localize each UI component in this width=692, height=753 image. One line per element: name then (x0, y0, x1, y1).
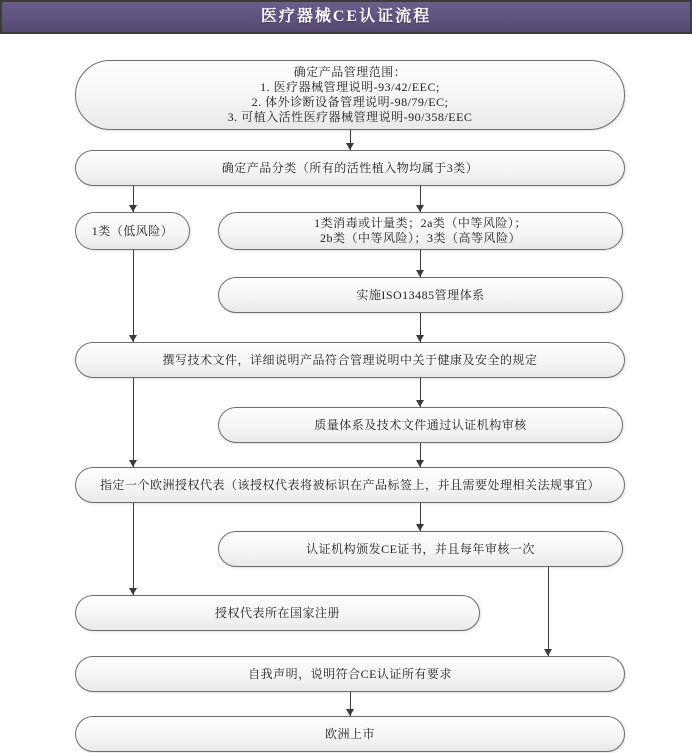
flow-arrow-other-classes-to-iso13485 (420, 250, 421, 277)
arrow-head-icon (416, 335, 424, 342)
node-text-line: 1. 医疗器械管理说明-93/42/EEC; (260, 80, 440, 94)
node-text-line: 欧洲上市 (324, 726, 375, 741)
arrow-head-icon (416, 460, 424, 467)
node-text-line: 1类消毒或计量类；2a类（中等风险）； (314, 216, 527, 230)
flow-arrow-tech-file-to-audit (420, 378, 421, 407)
node-text-line: 确定产品管理范围： (293, 65, 407, 79)
flow-arrow-scope-to-classify (350, 130, 351, 150)
flow-node-classify (75, 150, 625, 186)
flow-arrow-classify-to-class1-low-risk (133, 186, 134, 212)
arrow-head-icon (129, 205, 137, 212)
node-text-line: 认证机构颁发CE证书，并且每年审核一次 (306, 541, 535, 556)
arrow-head-icon (346, 709, 354, 716)
flow-node-eu-rep (75, 467, 625, 503)
flow-node-self-declare (75, 656, 625, 692)
flow-arrow-classify-to-other-classes (420, 186, 421, 212)
node-text-line: 指定一个欧洲授权代表（该授权代表将被标识在产品标签上，并且需要处理相关法规事宜） (99, 477, 600, 492)
flow-node-class1-low-risk (75, 212, 190, 250)
node-text-line: 实施ISO13485管理体系 (356, 287, 485, 302)
flow-arrow-iso13485-to-tech-file (420, 313, 421, 342)
arrow-head-icon (416, 270, 424, 277)
arrow-head-icon (416, 205, 424, 212)
flow-arrow-eu-rep-to-ce-cert (420, 503, 421, 531)
flow-node-iso13485 (218, 277, 623, 313)
node-text-line: 3. 可植入活性医疗器械管理说明-90/358/EEC (227, 110, 473, 124)
flow-node-other-classes (218, 212, 623, 250)
arrow-head-icon (544, 649, 552, 656)
node-text-line: 自我声明，说明符合CE认证所有要求 (248, 666, 452, 681)
title-bar (0, 0, 692, 34)
arrow-head-icon (129, 335, 137, 342)
flow-node-eu-market (75, 716, 625, 752)
arrow-head-icon (416, 400, 424, 407)
flow-arrow-tech-file-to-eu-rep (133, 378, 134, 467)
arrow-head-icon (346, 143, 354, 150)
node-text-line: 确定产品分类（所有的活性植入物均属于3类） (221, 160, 479, 175)
node-text-line: 撰写技术文件，详细说明产品符合管理说明中关于健康及安全的规定 (162, 352, 538, 367)
flow-arrow-self-declare-to-eu-market (350, 692, 351, 716)
arrow-head-icon (416, 524, 424, 531)
node-text-line: 2. 体外诊断设备管理说明-98/79/EC; (251, 95, 449, 109)
page-title: 医疗器械CE认证流程 (260, 8, 432, 25)
node-text-line: 1类（低风险） (91, 223, 174, 238)
arrow-head-icon (129, 588, 137, 595)
flow-arrow-ce-cert-to-self-declare (548, 567, 549, 656)
flow-arrow-audit-to-eu-rep (420, 443, 421, 467)
node-text-line: 授权代表所在国家注册 (214, 605, 340, 620)
arrow-head-icon (129, 460, 137, 467)
diagram-area (0, 34, 692, 753)
flow-node-scope (75, 60, 625, 130)
flow-arrow-class1-low-risk-to-tech-file (133, 250, 134, 342)
node-text-line: 质量体系及技术文件通过认证机构审核 (314, 417, 527, 432)
node-text-line: 2b类（中等风险）；3类（高等风险） (319, 231, 521, 245)
flow-node-audit (218, 407, 623, 443)
flow-node-ce-cert (218, 531, 623, 567)
flow-node-register (75, 595, 480, 631)
flow-node-tech-file (75, 342, 625, 378)
flow-arrow-eu-rep-to-register (133, 503, 134, 595)
